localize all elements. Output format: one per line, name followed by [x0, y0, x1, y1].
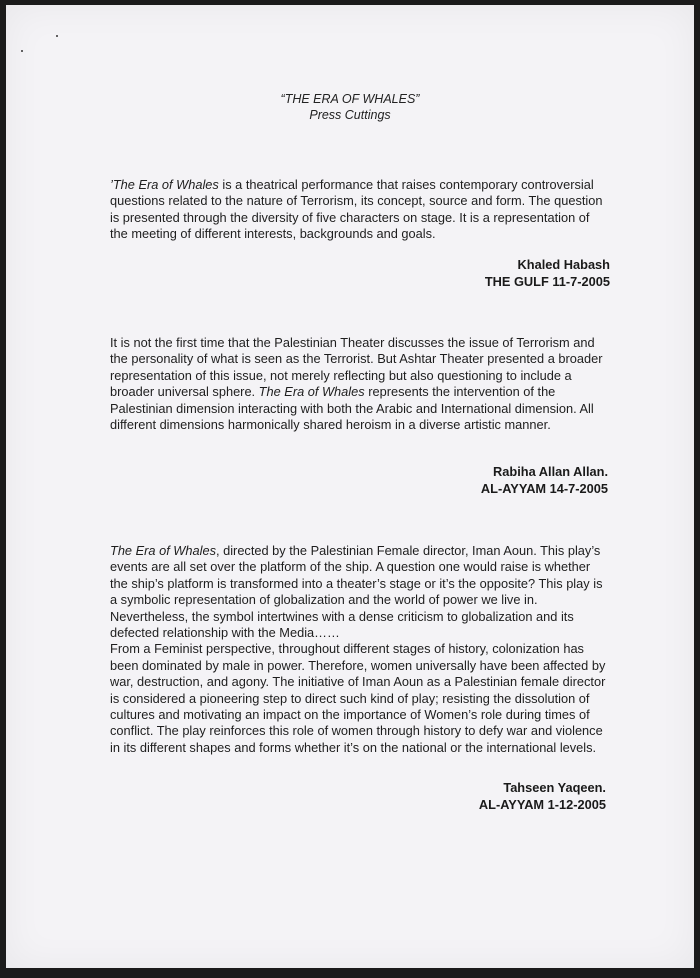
- review-1-author: Khaled Habash: [517, 257, 610, 272]
- review-2-author: Rabiha Allan Allan.: [493, 464, 608, 479]
- review-1-paragraph-1: [110, 177, 610, 243]
- review-2-source: AL-AYYAM 14-7-2005: [480, 480, 608, 496]
- review-1-body: [110, 177, 610, 243]
- review-3-source: AL-AYYAM 1-12-2005: [478, 796, 606, 812]
- review-text: It is not the first time that the Palestinian Theater discusses the issue of Terrorism and the personality of what is seen as the Terrorist. But Ashtar Theater presented a broader representation of this issue, not merely reflecting but also questioning to include a broader universal sphere.: [110, 335, 603, 400]
- review-3-signature: [306, 780, 606, 813]
- review-3-paragraph-1: [110, 543, 610, 641]
- document-subtitle: Press Cuttings: [309, 108, 391, 122]
- review-3-body: [110, 543, 610, 756]
- play-title-italic: ’The Era of Whales: [110, 177, 219, 192]
- review-2-body: [110, 335, 610, 433]
- document-header: [0, 91, 700, 123]
- review-1-source: THE GULF 11-7-2005: [484, 273, 610, 289]
- review-2-paragraph-1: [110, 335, 610, 433]
- review-1-signature: [310, 257, 610, 290]
- review-3-paragraph-2: From a Feminist perspective, throughout different stages of history, colonization has been dominated by male in power. Therefore, women universally have been affected by war, destruction, and agony. The initiative of Iman Aoun as a Palestinian female director is considered a pioneering step to direct such kind of play; resisting the dissolution of cultures and motivating an impact on the importance of Women’s role during times of conflict. The play reinforces this role of women through history to defy war and violence in its different shapes and forms whether it’s on the national or the international levels.: [110, 641, 606, 755]
- review-3-author: Tahseen Yaqeen.: [503, 780, 606, 795]
- play-title-italic: The Era of Whales: [258, 384, 365, 400]
- review-text: , directed by the Palestinian Female director, Iman Aoun. This play’s events are all set over the platform of the ship. A question one would raise is whether the ship’s platform is transformed into a theater’s stage or it’s the opposite? This play is a symbolic representation of globalization and the world of power we live in. Nevertheless, the symbol intertwines with a dense criticism to globalization and its defected relationship with the Media……: [110, 543, 603, 641]
- review-2-signature: [308, 464, 608, 497]
- play-title-italic: The Era of Whales: [110, 543, 216, 558]
- review-text: is a theatrical performance that raises contemporary controversial questions related to the nature of Terrorism, its concept, source and form. The question is presented through the diversity of five characters on stage. It is a representation of the meeting of different interests, backgrounds and goals.: [110, 177, 603, 242]
- review-text: represents the intervention of the Palestinian dimension interacting with both the Arabic and International dimension. All different dimensions harmonically shared heroism in a diverse artistic manner.: [110, 384, 594, 433]
- document-title: “THE ERA OF WHALES”: [280, 92, 420, 106]
- speck: [21, 50, 23, 52]
- speck: [56, 35, 58, 37]
